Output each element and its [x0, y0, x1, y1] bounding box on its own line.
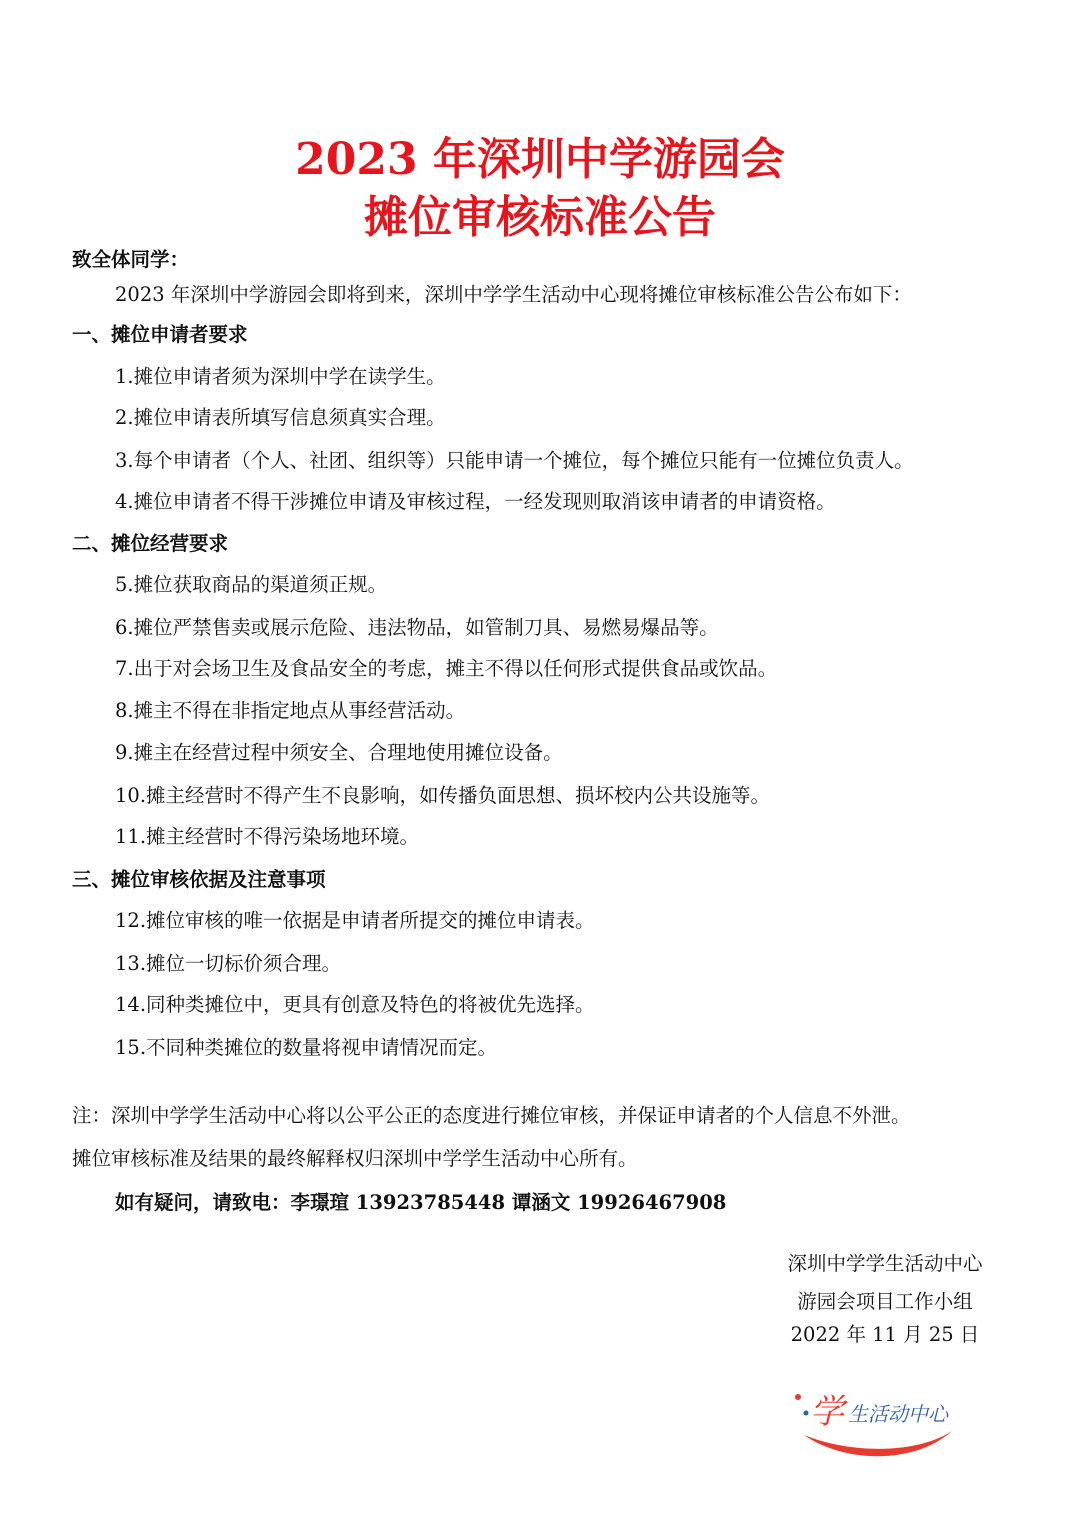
intro-paragraph: 2023 年深圳中学游园会即将到来，深圳中学学生活动中心现将摊位审核标准公告公布如下：: [115, 283, 912, 306]
logo-swoosh: [804, 1431, 952, 1456]
greeting: 致全体同学：: [72, 248, 190, 271]
logo-glyph: 学: [810, 1392, 844, 1432]
section-heading-3: 三、摊位审核依据及注意事项: [72, 868, 326, 891]
contact-line: 如有疑问，请致电：李璟瑄 13923785448 谭涵文 19926467908: [115, 1191, 727, 1214]
logo-dot: [795, 1394, 801, 1400]
signature-date: 2022 年 11 月 25 日: [790, 1323, 980, 1346]
list-item: 6.摊位严禁售卖或展示危险、违法物品，如管制刀具、易燃易爆品等。: [115, 616, 719, 639]
title-line-2: 摊位审核标准公告: [364, 192, 716, 243]
student-activity-center-logo: [784, 1373, 969, 1468]
list-item: 9.摊主在经营过程中须安全、合理地使用摊位设备。: [115, 741, 563, 764]
signature-org: 深圳中学学生活动中心: [787, 1252, 983, 1275]
list-item: 11.摊主经营时不得污染场地环境。: [115, 825, 420, 848]
list-item: 4.摊位申请者不得干涉摊位申请及审核过程，一经发现则取消该申请者的申请资格。: [115, 490, 836, 513]
section-heading-1: 一、摊位申请者要求: [72, 323, 248, 346]
list-item: 7.出于对会场卫生及食品安全的考虑，摊主不得以任何形式提供食品或饮品。: [115, 657, 778, 680]
list-item: 2.摊位申请表所填写信息须真实合理。: [115, 406, 446, 429]
list-item: 12.摊位审核的唯一依据是申请者所提交的摊位申请表。: [115, 909, 595, 932]
list-item: 5.摊位获取商品的渠道须正规。: [115, 573, 388, 596]
note-line-1: 注：深圳中学学生活动中心将以公平公正的态度进行摊位审核，并保证申请者的个人信息不外泄。: [72, 1104, 911, 1127]
signature-group: 游园会项目工作小组: [797, 1290, 973, 1313]
title-line-1: 2023 年深圳中学游园会: [295, 134, 785, 185]
list-item: 1.摊位申请者须为深圳中学在读学生。: [115, 365, 446, 388]
list-item: 15.不同种类摊位的数量将视申请情况而定。: [115, 1036, 498, 1059]
list-item: 8.摊主不得在非指定地点从事经营活动。: [115, 699, 466, 722]
logo-glyph: 生活动中心: [848, 1402, 948, 1426]
list-item: 3.每个申请者（个人、社团、组织等）只能申请一个摊位，每个摊位只能有一位摊位负责人。: [115, 449, 914, 472]
section-heading-2: 二、摊位经营要求: [72, 532, 229, 555]
list-item: 10.摊主经营时不得产生不良影响，如传播负面思想、损坏校内公共设施等。: [115, 784, 771, 807]
note-line-2: 摊位审核标准及结果的最终解释权归深圳中学学生活动中心所有。: [72, 1147, 638, 1170]
list-item: 13.摊位一切标价须合理。: [115, 952, 342, 975]
list-item: 14.同种类摊位中，更具有创意及特色的将被优先选择。: [115, 993, 595, 1016]
logo-dot: [804, 1411, 809, 1416]
